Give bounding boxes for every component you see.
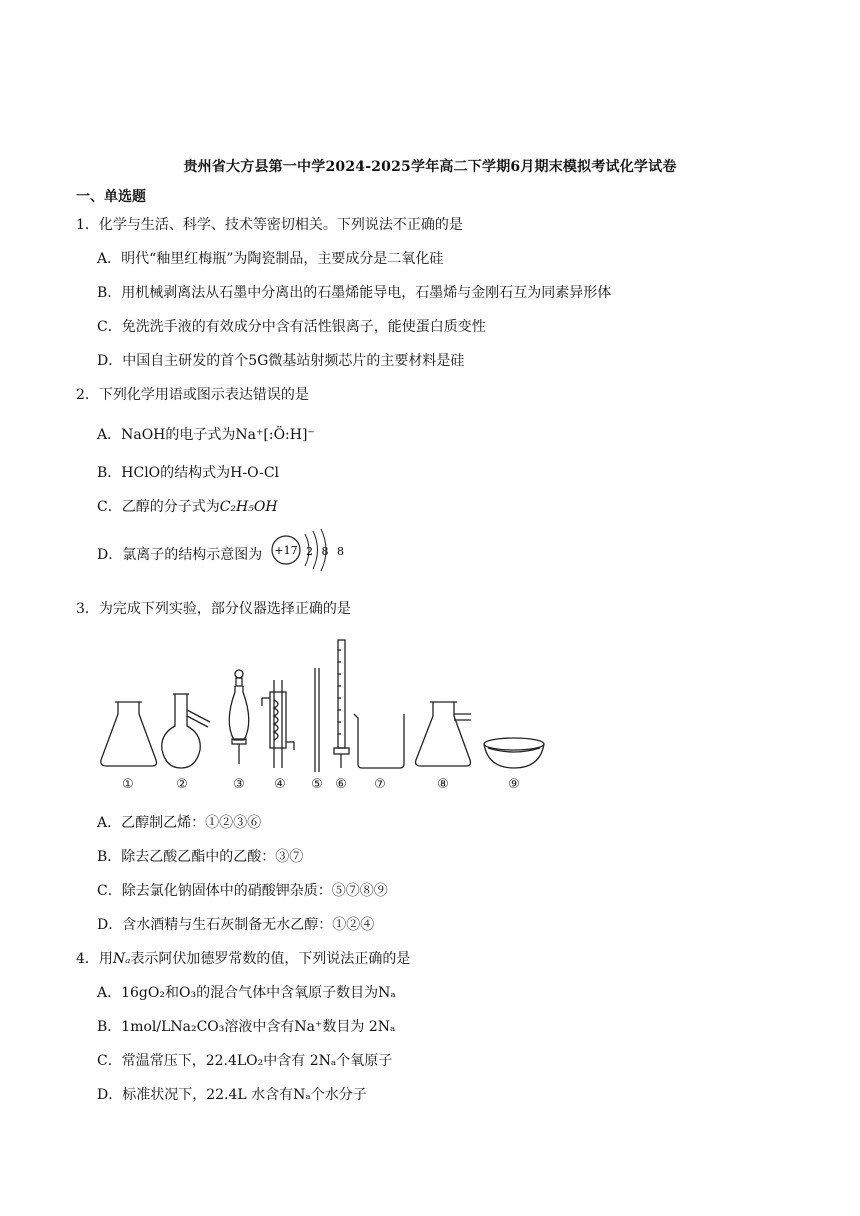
apparatus-label-1: ① [122,777,134,792]
chloride-ion-diagram [269,528,349,572]
question-2-option-a-text: A．NaOH的电子式为 [97,427,236,443]
apparatus-label-5: ⑤ [311,777,323,792]
condenser-4 [262,680,294,768]
burette-6 [334,640,349,768]
question-3-option-a: A．乙醇制乙烯：①②③⑥ [97,815,262,831]
apparatus-label-7: ⑦ [374,777,386,792]
question-4-stem [76,948,410,968]
question-1-option-d: D．中国自主研发的首个5G微基站射频芯片的主要材料是硅 [97,353,465,369]
suction-flask-8 [416,702,471,766]
glass-rod-5 [315,668,319,772]
question-2-option-d [97,534,347,574]
apparatus-label-2: ② [176,777,188,792]
question-3-stem: 3．为完成下列实验，部分仪器选择正确的是 [76,601,351,617]
question-2-stem: 2．下列化学用语或图示表达错误的是 [76,387,309,403]
beaker-7 [354,714,404,768]
question-2-option-c-text: C．乙醇的分子式为 [97,499,220,515]
question-2-option-b: B．HClO的结构式为H-O-Cl [97,465,280,481]
section-heading: 一、单选题 [76,189,146,205]
question-2-option-d-text: D．氯离子的结构示意图为 [97,547,263,563]
question-3-option-c: C．除去氯化钠固体中的硝酸钾杂质：⑤⑦⑧⑨ [97,883,388,899]
question-4-option-b: B．1mol/LNa₂CO₃溶液中含有Na⁺数目为 2Nₐ [97,1019,396,1035]
question-4-option-c: C．常温常压下，22.4LO₂中含有 2Nₐ个氧原子 [97,1053,393,1069]
nucleus-charge: +17 [274,544,298,557]
apparatus-label-4: ④ [274,777,286,792]
question-4-option-a: A．16gO₂和O₃的混合气体中含氧原子数目为Nₐ [97,985,396,1001]
question-1-option-b: B．用机械剥离法从石墨中分离出的石墨烯能导电，石墨烯与金刚石互为同素异形体 [97,285,612,301]
apparatus-label-6: ⑥ [335,777,347,792]
question-2-option-c [97,496,278,516]
question-4-option-d: D．标准状况下，22.4L 水含有Nₐ个水分子 [97,1087,367,1103]
question-3-option-b: B．除去乙酸乙酯中的乙酸：③⑦ [97,849,304,865]
question-2-option-a [97,424,315,444]
shell-electrons: 2 8 8 [306,545,347,558]
apparatus-label-9: ⑨ [508,777,520,792]
apparatus-figure [96,636,556,796]
evaporating-dish-9 [484,738,544,768]
separatory-funnel-3 [229,670,249,764]
question-1-stem: 1．化学与生活、科学、技术等密切相关。下列说法不正确的是 [76,217,463,233]
distilling-flask-2 [162,694,210,768]
question-1-option-c: C．免洗洗手液的有效成分中含有活性银离子，能使蛋白质变性 [97,319,486,335]
question-4-stem-var: Nₐ [112,951,131,967]
exam-title: 贵州省大方县第一中学2024-2025学年高二下学期6月期末模拟考试化学试卷 [183,159,677,175]
conical-flask-1 [101,702,157,766]
ethanol-formula: C₂H₅OH [219,499,278,515]
question-4-stem-suffix: 表示阿伏加德罗常数的值，下列说法正确的是 [130,951,411,967]
question-1-option-a: A．明代“釉里红梅瓶”为陶瓷制品，主要成分是二氧化硅 [97,251,444,267]
question-3-option-d: D．含水酒精与生石灰制备无水乙醇：①②④ [97,917,375,933]
apparatus-label-8: ⑧ [437,777,449,792]
apparatus-label-3: ③ [233,777,245,792]
question-4-stem-prefix: 4．用 [76,951,113,967]
naoh-electron-formula: Na⁺[:Ö:H]⁻ [235,427,315,443]
